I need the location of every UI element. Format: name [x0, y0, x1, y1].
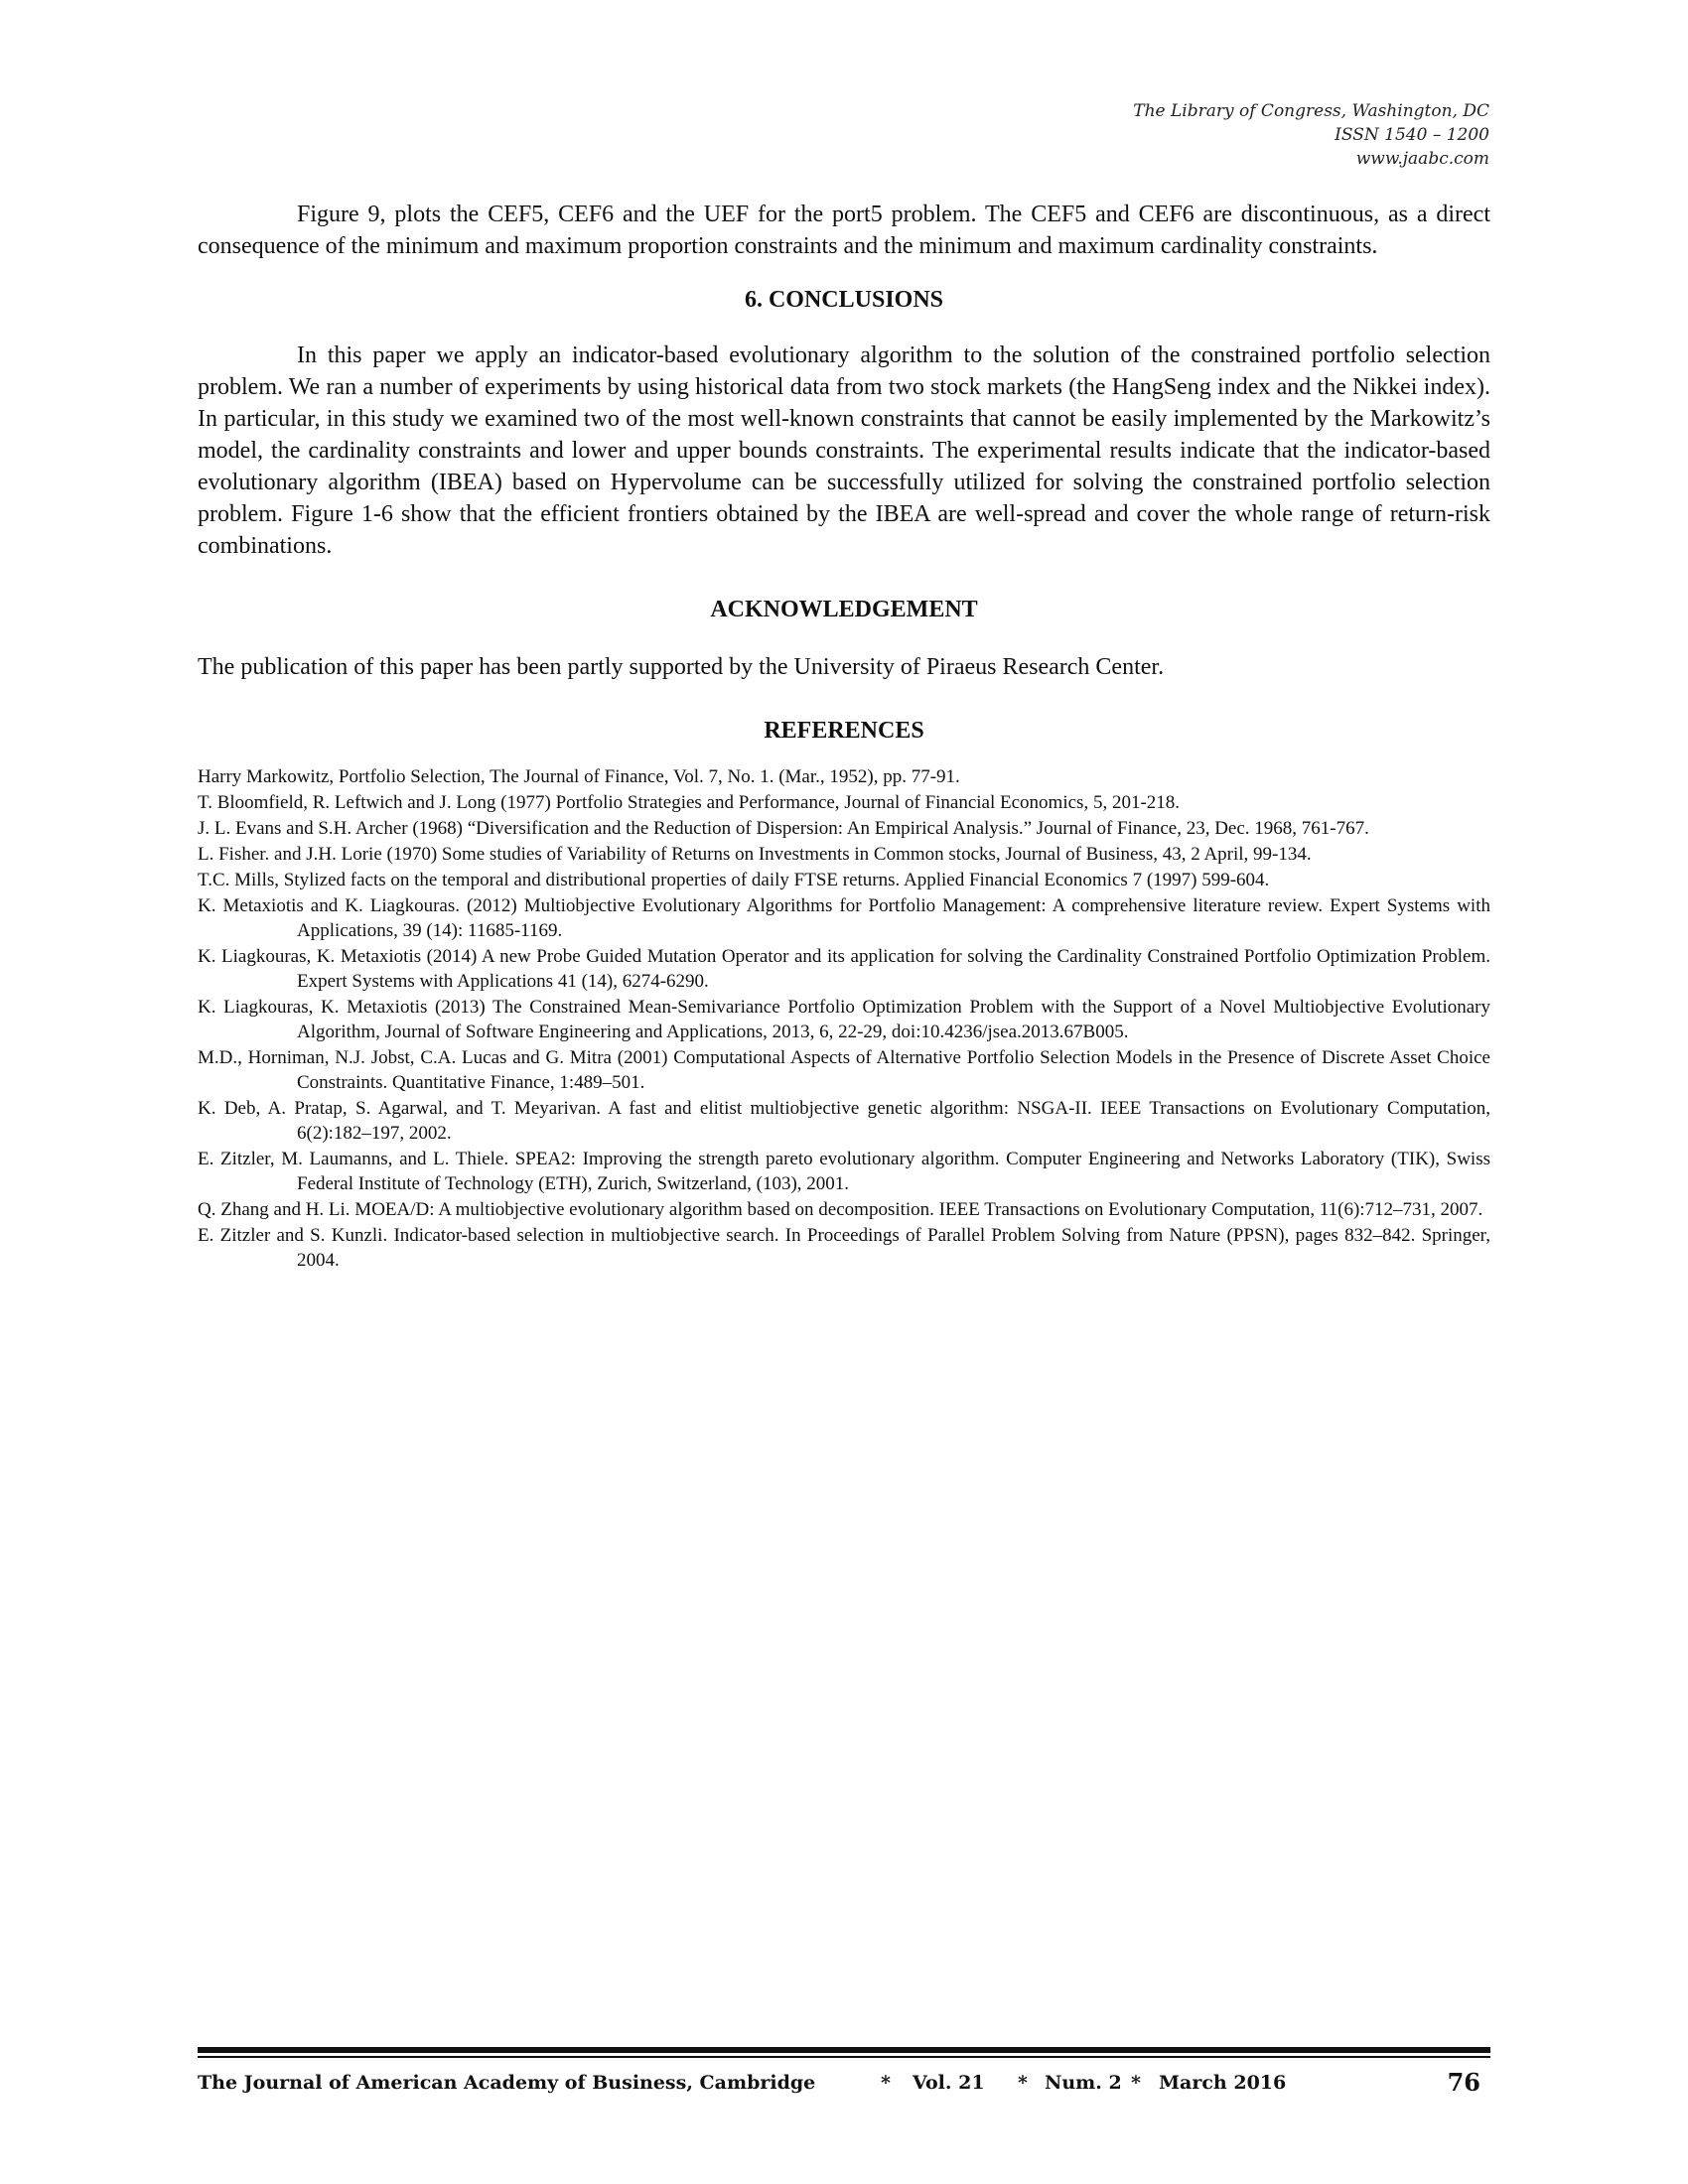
footer-volume: Vol. 21 [913, 2072, 985, 2094]
references-list [198, 764, 1490, 1273]
reference-item: Harry Markowitz, Portfolio Selection, The Journal of Finance, Vol. 7, No. 1. (Mar., 1952), pp. 77-91. [198, 766, 960, 787]
reference-item: L. Fisher. and J.H. Lorie (1970) Some studies of Variability of Returns on Investments in Common stocks, Journal of Business, 43, 2 April, 99-134. [198, 844, 1312, 865]
intro-paragraph: Figure 9, plots the CEF5, CEF6 and the UEF for the port5 problem. The CEF5 and CEF6 are discontinuous, as a direct consequence of the minimum and maximum proportion constraints and the minimum and maximum cardinality constraints. [198, 202, 1490, 259]
main-content [198, 199, 1490, 1274]
footer-separator: * [1018, 2072, 1028, 2094]
header-line-library: The Library of Congress, Washington, DC [1133, 101, 1489, 121]
reference-item: T.C. Mills, Stylized facts on the temporal and distributional properties of daily FTSE returns. Applied Financial Economics 7 (1997) 599-604. [198, 870, 1270, 890]
reference-item: M.D., Horniman, N.J. Jobst, C.A. Lucas and G. Mitra (2001) Computational Aspects of Alternative Portfolio Selection Models in the Presence of Discrete Asset Choice Constraints. Quantitative Finance, 1:489–501. [198, 1047, 1490, 1093]
reference-item: E. Zitzler, M. Laumanns, and L. Thiele. SPEA2: Improving the strength pareto evolutionary algorithm. Computer Engineering and Networks Laboratory (TIK), Swiss Federal Institute of Technology (ETH), Zurich, Switzerland, (103), 2001. [198, 1149, 1490, 1194]
reference-item: E. Zitzler and S. Kunzli. Indicator-based selection in multiobjective search. In Proceedings of Parallel Problem Solving from Nature (PPSN), pages 832–842. Springer, 2004. [198, 1225, 1490, 1271]
page-number: 76 [1447, 2068, 1480, 2097]
references-heading: REFERENCES [764, 718, 924, 744]
acknowledgement-heading: ACKNOWLEDGEMENT [710, 597, 978, 622]
reference-item: K. Deb, A. Pratap, S. Agarwal, and T. Meyarivan. A fast and elitist multiobjective genetic algorithm: NSGA-II. IEEE Transactions on Evolutionary Computation, 6(2):182–197, 2002. [198, 1098, 1490, 1144]
footer-rule-thick [198, 2047, 1490, 2053]
reference-item: J. L. Evans and S.H. Archer (1968) “Diversification and the Reduction of Dispersion: An Empirical Analysis.” Journal of Finance, 23, Dec. 1968, 761-767. [198, 818, 1369, 839]
acknowledgement-paragraph: The publication of this paper has been partly supported by the University of Piraeus Research Center. [198, 654, 1165, 680]
header-line-issn: ISSN 1540 – 1200 [1335, 125, 1489, 145]
publication-header [1133, 99, 1489, 171]
conclusions-heading: 6. CONCLUSIONS [744, 287, 944, 313]
footer-journal-name: The Journal of American Academy of Business, Cambridge [198, 2072, 816, 2094]
footer-separator: * [881, 2072, 891, 2094]
header-line-website: www.jaabc.com [1355, 149, 1489, 169]
footer-number: Num. 2 [1045, 2072, 1122, 2094]
footer-separator: * [1131, 2072, 1141, 2094]
reference-item: T. Bloomfield, R. Leftwich and J. Long (1977) Portfolio Strategies and Performance, Journal of Financial Economics, 5, 201-218. [198, 792, 1181, 813]
reference-item: K. Liagkouras, K. Metaxiotis (2014) A new Probe Guided Mutation Operator and its application for solving the Cardinality Constrained Portfolio Optimization Problem. Expert Systems with Applications 41 (14), 6274-6290. [198, 946, 1490, 992]
page-footer [198, 2067, 1490, 2099]
reference-item: Q. Zhang and H. Li. MOEA/D: A multiobjective evolutionary algorithm based on decomposition. IEEE Transactions on Evolutionary Computation, 11(6):712–731, 2007. [198, 1199, 1483, 1220]
reference-item: K. Liagkouras, K. Metaxiotis (2013) The Constrained Mean-Semivariance Portfolio Optimization Problem with the Support of a Novel Multiobjective Evolutionary Algorithm, Journal of Software Engineering and Applications, 2013, 6, 22-29, doi:10.4236/jsea.2013.67B005. [198, 997, 1490, 1042]
conclusions-paragraph: In this paper we apply an indicator-based evolutionary algorithm to the solution of the constrained portfolio selection problem. We ran a number of experiments by using historical data from two stock markets (the HangSeng index and the Nikkei index). In particular, in this study we examined two of the most well-known constraints that cannot be easily implemented by the Markowitz’s model, the cardinality constraints and lower and upper bounds constraints. The experimental results indicate that the indicator-based evolutionary algorithm (IBEA) based on Hypervolume can be successfully utilized for solving the constrained portfolio selection problem. Figure 1-6 show that the efficient frontiers obtained by the IBEA are well-spread and cover the whole range of return-risk combinations. [198, 342, 1490, 559]
reference-item: K. Metaxiotis and K. Liagkouras. (2012) Multiobjective Evolutionary Algorithms for Portfolio Management: A comprehensive literature review. Expert Systems with Applications, 39 (14): 11685-1169. [198, 895, 1490, 941]
footer-rule-thin [198, 2056, 1490, 2058]
footer-date: March 2016 [1159, 2072, 1287, 2094]
